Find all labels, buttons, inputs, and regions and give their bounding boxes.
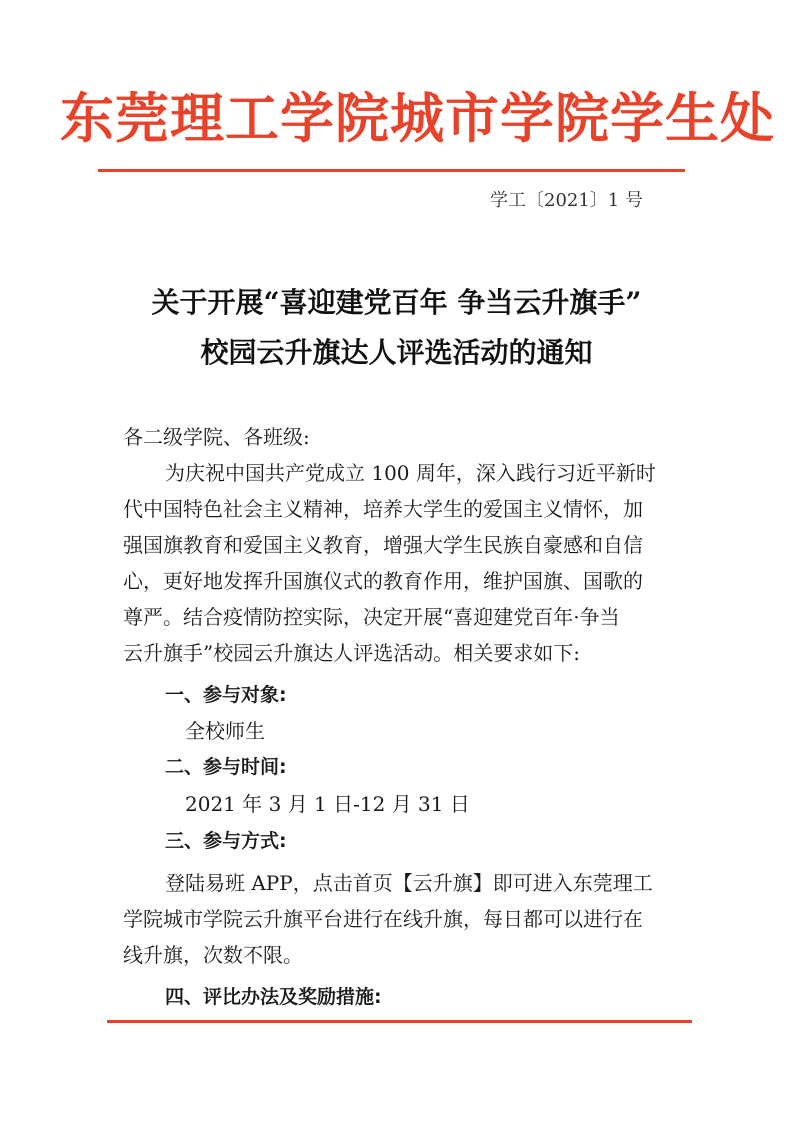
section-heading-time: 二、参与时间: <box>165 756 287 778</box>
section-heading-evaluation: 四、评比办法及奖励措施: <box>165 986 382 1008</box>
intro-line: 代中国特色社会主义精神，培养大学生的爱国主义情怀，加 <box>123 497 643 521</box>
section-text-method: 登陆易班 APP，点击首页【云升旗】即可进入东莞理工 <box>165 871 653 895</box>
footer-red-rule <box>107 1020 692 1023</box>
document-number: 学工〔2021〕1 号 <box>490 190 643 211</box>
intro-line: 强国旗教育和爱国主义教育，增强大学生民族自豪感和自信 <box>123 533 643 557</box>
notice-title-line-1: 关于开展“喜迎建党百年 争当云升旗手” <box>151 286 642 319</box>
intro-line: 尊严。结合疫情防控实际，决定开展“喜迎建党百年·争当 <box>123 605 620 629</box>
section-text-method: 学院城市学院云升旗平台进行在线升旗，每日都可以进行在 <box>123 907 643 931</box>
header-organization: 东莞理工学院城市学院学生处 <box>60 86 775 150</box>
intro-line: 心，更好地发挥升国旗仪式的教育作用，维护国旗、国歌的 <box>123 569 643 593</box>
notice-title-line-2: 校园云升旗达人评选活动的通知 <box>200 336 593 369</box>
salutation: 各二级学院、各班级: <box>123 425 310 449</box>
section-text-participants: 全校师生 <box>185 719 265 743</box>
header-red-rule <box>98 169 685 172</box>
intro-line: 云升旗手”校园云升旗达人评选活动。相关要求如下: <box>123 641 580 665</box>
section-text-method: 线升旗，次数不限。 <box>123 943 303 967</box>
section-text-time: 2021 年 3 月 1 日-12 月 31 日 <box>185 792 470 816</box>
section-heading-participants: 一、参与对象: <box>165 684 287 706</box>
intro-line: 为庆祝中国共产党成立 100 周年，深入践行习近平新时 <box>165 461 656 485</box>
section-heading-method: 三、参与方式: <box>165 830 287 852</box>
